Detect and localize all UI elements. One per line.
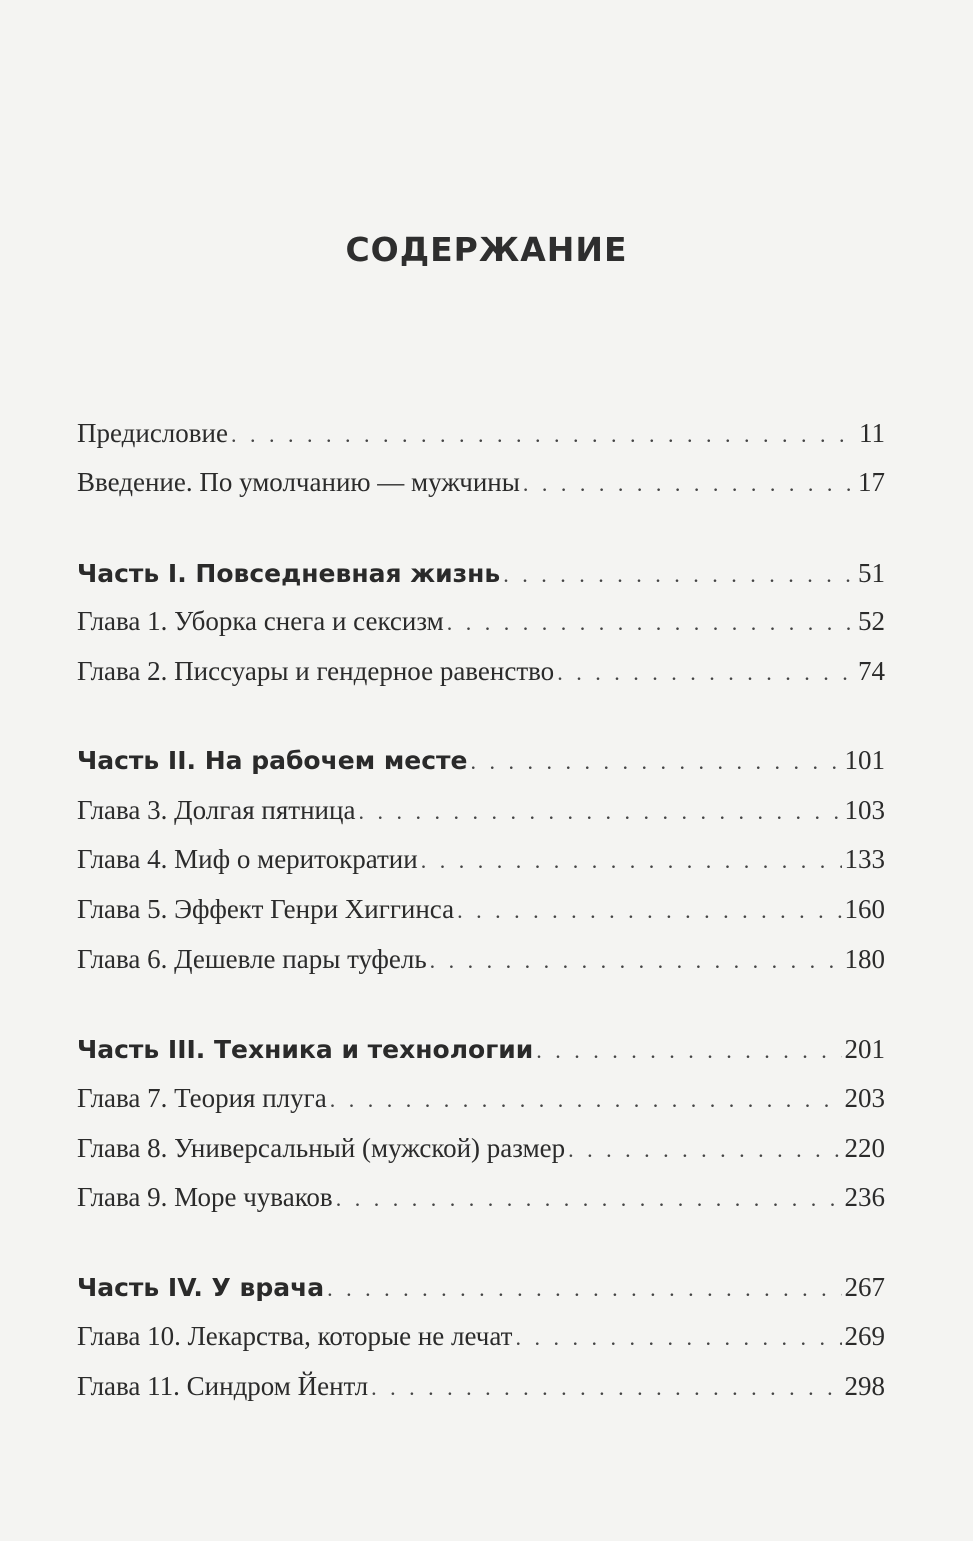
toc-entry-page: 298 (844, 1371, 885, 1401)
toc-entry-label: Предисловие (77, 418, 228, 448)
toc-chapter-6 (77, 944, 885, 975)
toc-chapter-2 (77, 656, 885, 687)
leader-dots (457, 898, 841, 924)
toc-entry-label: Глава 11. Синдром Йентл (77, 1371, 369, 1401)
toc-entry-page: 180 (844, 944, 885, 974)
toc-chapter-10 (77, 1321, 885, 1352)
leader-dots (447, 610, 855, 636)
toc-entry-page: 203 (844, 1083, 885, 1113)
toc-entry-page: 269 (844, 1321, 885, 1351)
toc-part-3 (77, 1034, 885, 1065)
leader-dots (358, 799, 841, 825)
toc-chapter-8 (77, 1133, 885, 1164)
toc-part-label: Часть II. На рабочем месте (77, 746, 468, 775)
leader-dots (430, 948, 842, 974)
toc-part-label: Часть IV. У врача (77, 1273, 325, 1302)
toc-part-label: Часть I. Повседневная жизнь (77, 559, 501, 588)
toc-part-2 (77, 745, 885, 776)
toc-entry-label: Введение. По умолчанию — мужчины (77, 467, 520, 497)
toc-entry-page: 220 (844, 1133, 885, 1163)
toc-entry-label: Глава 10. Лекарства, которые не лечат (77, 1321, 513, 1351)
toc-entry-page: 236 (844, 1182, 885, 1212)
leader-dots (471, 749, 842, 775)
toc-entry-label: Глава 9. Море чуваков (77, 1182, 333, 1212)
toc-entry-label: Глава 1. Уборка снега и сексизм (77, 606, 444, 636)
toc-chapter-1 (77, 606, 885, 637)
toc-entry-page: 101 (844, 745, 885, 775)
toc-entry-label: Глава 3. Долгая пятница (77, 795, 356, 825)
leader-dots (421, 848, 842, 874)
toc-entry-page: 103 (844, 795, 885, 825)
toc-chapter-5 (77, 894, 885, 925)
toc-entry-label: Глава 6. Дешевле пары туфель (77, 944, 427, 974)
toc-part-1 (77, 558, 885, 589)
toc-entry-introduction (77, 467, 885, 498)
page-title: СОДЕРЖАНИЕ (345, 230, 628, 269)
leader-dots (557, 660, 855, 686)
toc-part-4 (77, 1272, 885, 1303)
toc-entry-label: Глава 8. Универсальный (мужской) размер (77, 1133, 566, 1163)
leader-dots (330, 1087, 842, 1113)
toc-chapter-3 (77, 795, 885, 826)
toc-entry-page: 51 (858, 558, 885, 588)
toc-entry-page: 52 (858, 606, 885, 636)
leader-dots (371, 1375, 841, 1401)
leader-dots (336, 1186, 842, 1212)
toc-part-label: Часть III. Техника и технологии (77, 1035, 534, 1064)
toc-chapter-4 (77, 844, 885, 875)
toc-entry-label: Глава 4. Миф о меритократии (77, 844, 418, 874)
leader-dots (327, 1276, 841, 1302)
toc-entry-page: 11 (859, 418, 885, 448)
toc-entry-page: 201 (844, 1034, 885, 1064)
toc-entry-page: 267 (844, 1272, 885, 1302)
leader-dots (503, 562, 855, 588)
leader-dots (515, 1325, 841, 1351)
toc-entry-label: Глава 5. Эффект Генри Хиггинса (77, 894, 455, 924)
toc-entry-label: Глава 2. Писсуары и гендерное равенство (77, 656, 555, 686)
toc-chapter-7 (77, 1083, 885, 1114)
toc-entry-page: 17 (858, 467, 885, 497)
leader-dots (523, 471, 855, 497)
leader-dots (231, 422, 856, 448)
toc-chapter-11 (77, 1371, 885, 1402)
toc-entry-page: 133 (844, 844, 885, 874)
toc-entry-label: Глава 7. Теория плуга (77, 1083, 327, 1113)
leader-dots (568, 1137, 841, 1163)
toc-chapter-9 (77, 1182, 885, 1213)
leader-dots (536, 1038, 841, 1064)
toc-entry-preface (77, 418, 885, 449)
toc-entry-page: 160 (844, 894, 885, 924)
toc-entry-page: 74 (858, 656, 885, 686)
